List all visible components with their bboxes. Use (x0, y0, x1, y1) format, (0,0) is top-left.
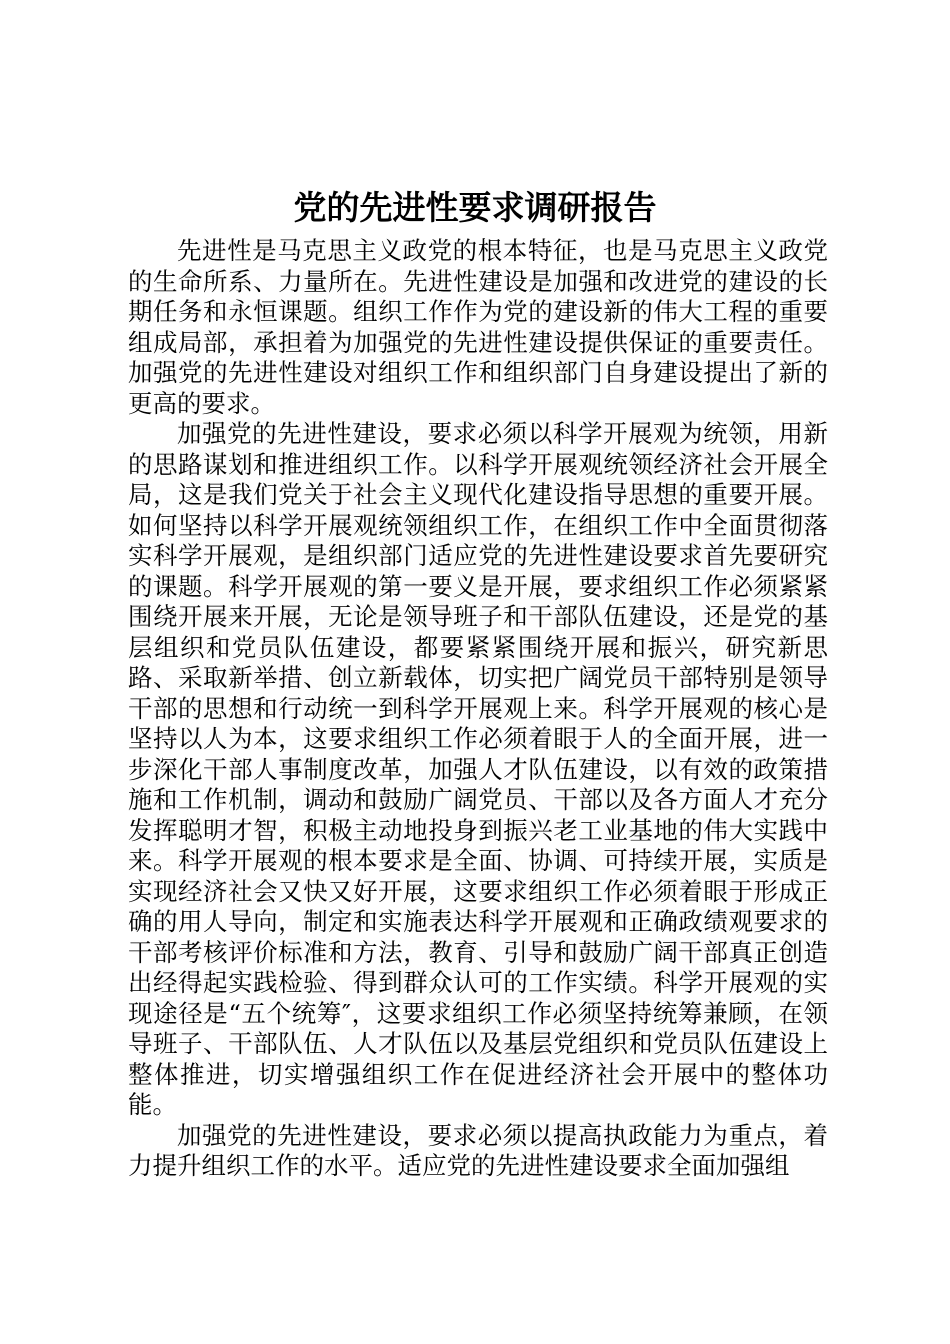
paragraph-3: 加强党的先进性建设，要求必须以提高执政能力为重点，着力提升组织工作的水平。适应党的先进性建设要求全面加强组 (128, 1120, 828, 1180)
paragraph-1: 先进性是马克思主义政党的根本特征，也是马克思主义政党的生命所系、力量所在。先进性建设是加强和改进党的建设的长期任务和永恒课题。组织工作作为党的建设新的伟大工程的重要组成局部，承担着为加强党的先进性建设提供保证的重要责任。加强党的先进性建设对组织工作和组织部门自身建设提出了新的更高的要求。 (128, 236, 828, 418)
paragraph-2: 加强党的先进性建设，要求必须以科学开展观为统领，用新的思路谋划和推进组织工作。以科学开展观统领经济社会开展全局，这是我们党关于社会主义现代化建设指导思想的重要开展。如何坚持以科学开展观统领组织工作，在组织工作中全面贯彻落实科学开展观，是组织部门适应党的先进性建设要求首先要研究的课题。科学开展观的第一要义是开展，要求组织工作必须紧紧围绕开展来开展，无论是领导班子和干部队伍建设，还是党的基层组织和党员队伍建设，都要紧紧围绕开展和振兴，研究新思路、采取新举措、创立新载体，切实把广阔党员干部特别是领导干部的思想和行动统一到科学开展观上来。科学开展观的核心是坚持以人为本，这要求组织工作必须着眼于人的全面开展，进一步深化干部人事制度改革，加强人才队伍建设，以有效的政策措施和工作机制，调动和鼓励广阔党员、干部以及各方面人才充分发挥聪明才智，积极主动地投身到振兴老工业基地的伟大实践中来。科学开展观的根本要求是全面、协调、可持续开展，实质是实现经济社会又快又好开展，这要求组织工作必须着眼于形成正确的用人导向，制定和实施表达科学开展观和正确政绩观要求的干部考核评价标准和方法，教育、引导和鼓励广阔干部真正创造出经得起实践检验、得到群众认可的工作实绩。科学开展观的实现途径是“五个统筹″，这要求组织工作必须坚持统筹兼顾，在领导班子、干部队伍、人才队伍以及基层党组织和党员队伍建设上整体推进，切实增强组织工作在促进经济社会开展中的整体功能。 (128, 419, 828, 1119)
document-body (128, 236, 828, 1182)
document-title: 党的先进性要求调研报告 (293, 188, 657, 227)
